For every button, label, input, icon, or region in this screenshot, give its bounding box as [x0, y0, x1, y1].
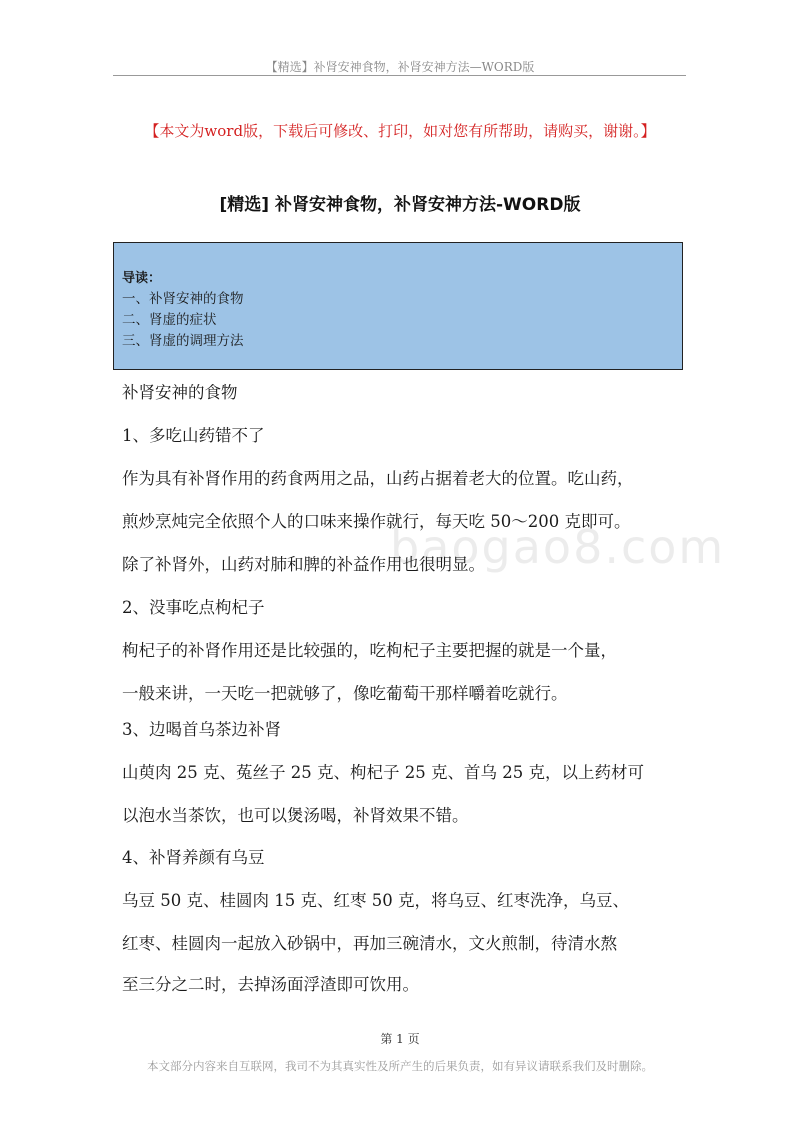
document-title: [精选] 补肾安神食物，补肾安神方法-WORD版 [219, 195, 581, 215]
paragraph-line: 除了补肾外，山药对肺和脾的补益作用也很明显。 [122, 555, 485, 574]
subsection-heading: 4、补肾养颜有乌豆 [122, 848, 265, 867]
subsection-heading: 2、没事吃点枸杞子 [122, 598, 265, 617]
paragraph-line: 乌豆 50 克、桂圆肉 15 克、红枣 50 克，将乌豆、红枣洗净，乌豆、 [122, 891, 629, 910]
subsection-heading: 3、边喝首乌茶边补肾 [122, 720, 281, 739]
paragraph-line: 至三分之二时，去掉汤面浮渣即可饮用。 [122, 975, 419, 994]
watermark-text: baogao8.com [390, 520, 726, 574]
subsection-heading: 1、多吃山药错不了 [122, 426, 265, 445]
section-title: 补肾安神的食物 [122, 383, 238, 402]
guide-box [113, 242, 683, 370]
edit-notice: 【本文为word版，下载后可修改、打印，如对您有所帮助，请购买，谢谢。】 [144, 122, 656, 140]
paragraph-line: 一般来讲，一天吃一把就够了，像吃葡萄干那样嚼着吃就行。 [122, 684, 568, 703]
paragraph-line: 山萸肉 25 克、菟丝子 25 克、枸杞子 25 克、首乌 25 克，以上药材可 [122, 763, 644, 782]
page-number: 第 1 页 [380, 1032, 420, 1046]
paragraph-line: 以泡水当茶饮，也可以煲汤喝，补肾效果不错。 [122, 806, 469, 825]
paragraph-line: 红枣、桂圆肉一起放入砂锅中，再加三碗清水，文火煎制，待清水熬 [122, 934, 617, 953]
guide-item: 一、补肾安神的食物 [122, 291, 244, 307]
paragraph-line: 枸杞子的补肾作用还是比较强的，吃枸杞子主要把握的就是一个量， [122, 641, 617, 660]
paragraph-line: 作为具有补肾作用的药食两用之品，山药占据着老大的位置。吃山药， [122, 469, 634, 488]
paragraph-line: 煎炒烹炖完全依照个人的口味来操作就行，每天吃 50～200 克即可。 [122, 512, 631, 531]
guide-label: 导读： [122, 271, 162, 286]
guide-item: 二、肾虚的症状 [122, 312, 217, 328]
header-divider [113, 75, 686, 76]
page-header: 【精选】补肾安神食物，补肾安神方法—WORD版 [265, 60, 535, 74]
footer-disclaimer: 本文部分内容来自互联网，我司不为其真实性及所产生的后果负责，如有异议请联系我们及时删除。 [147, 1059, 653, 1073]
guide-item: 三、肾虚的调理方法 [122, 333, 244, 349]
